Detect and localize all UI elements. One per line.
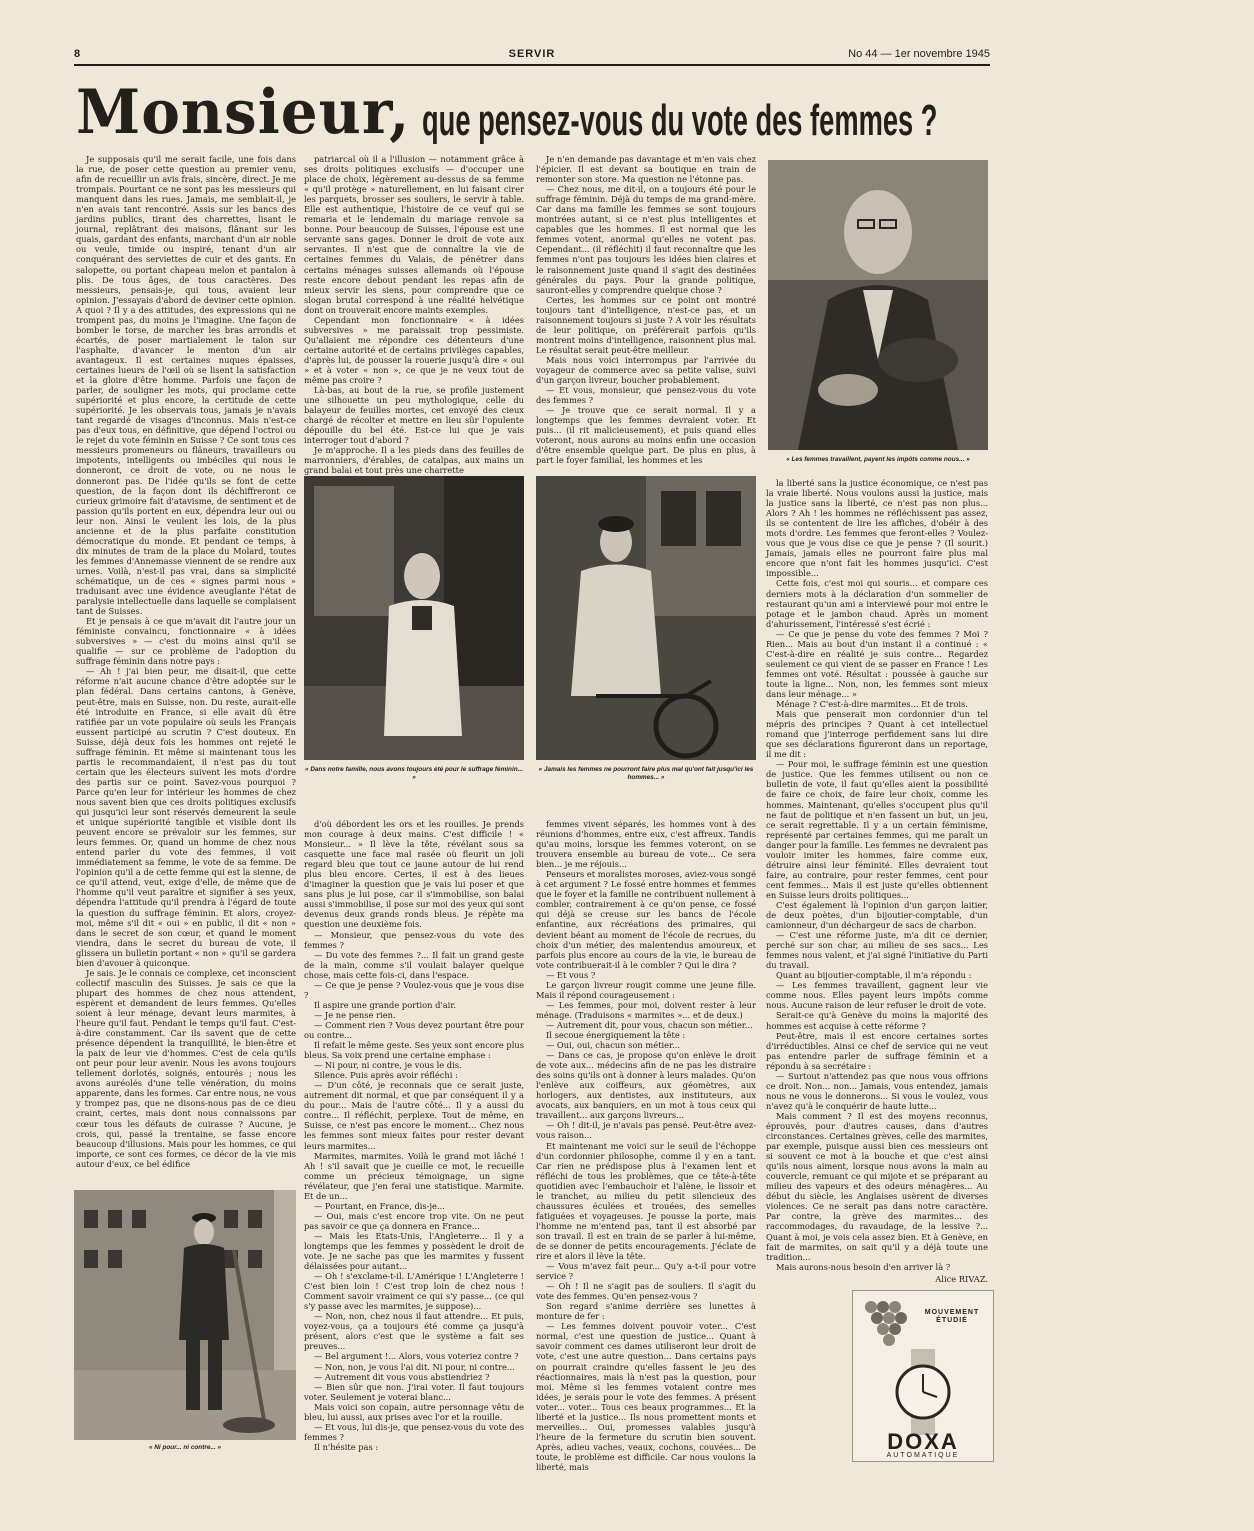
paragraph: — Pourtant, en France, dis-je... (314, 1200, 445, 1211)
paragraph: C'est également là l'opinion d'un garçon laitier, de deux poètes, d'un bijoutier-comptable, d'un camionneur, d'un déchargeur de sacs de charbon. (766, 899, 988, 931)
paragraph: — Oh ! dit-il, je n'avais pas pensé. Peut-être avez-vous raison... (536, 1120, 756, 1141)
sweeper-image (74, 1190, 296, 1440)
paragraph: — Les femmes travaillent, gagnent leur vie comme nous. Elles payent leurs impôts comme nous. Aucune raison de leur refuser le droit de vote. (766, 980, 988, 1011)
ad-brand: DOXA (887, 1429, 959, 1454)
paragraph: Silence. Puis après avoir réfléchi : (314, 1070, 458, 1081)
ad-subtitle: AUTOMATIQUE (886, 1452, 960, 1459)
paragraph: — Les femmes doivent pouvoir voter... C'est normal, c'est une question de justice... Quant à savoir comment ces dames utiliseront leur droit de vote, c'est une autre question... Dans certains pays on pourrait craindre qu'elles fassent le jeu des réactionnaires, mais là n'est pas la question, pour moi. Même si les femmes votaient contre mes idées, je serais pour le vote des femmes. A présent voter... voter... Tous ces beaux programmes... Et la liberté et la justice... Ils nous promettent monts et merveilles... Oui, promesses valables jusqu'à l'heure de la fermeture du scrutin bien souvent. Après, adieu vaches, veaux, cochons, couvées... De toute, le problème est difficile. Car nous voulons la liberté, mais (536, 1321, 756, 1472)
paragraph: — Autrement dit vous vous abstiendriez ? (314, 1371, 490, 1382)
paragraph: Le garçon livreur rougit comme une jeune fille. Mais il répond courageusement : (536, 979, 756, 1000)
paragraph: — Autrement dit, pour vous, chacun son métier... (546, 1019, 753, 1030)
paragraph: — Oh ! Il ne s'agit pas de souliers. Il s'agit du vote des femmes. Qu'en pensez-vous ? (536, 1281, 756, 1302)
paragraph: Je m'approche. Il a les pieds dans des feuilles de marronniers, d'érables, de catalpas, aux mains un grand balai et tout près une charrette (304, 445, 524, 476)
grapes-icon (859, 1297, 913, 1353)
paragraph: — Surtout n'attendez pas que nous vous offrions ce droit. Non... non... Jamais, vous entendez, jamais nous ne vous le donnerons... Si vous le voulez, vous n'avez qu'à le conquérir de haute lutte... (766, 1070, 988, 1111)
paragraph: — Ce que je pense ? Voulez-vous que je vous dise ? (304, 979, 524, 1000)
paragraph: — D'un côté, je reconnais que ce serait juste, autrement dit normal, et que par conséquent il y a du pour... Mais de l'autre côté... Il y a aussi du contre... Il réfléchit, perplexe. Tout de même, en Suisse, ce n'est pas encore le moment... Chez nous les femmes sont mieux faites pour rester devant leurs marmites... (304, 1080, 524, 1151)
paragraph: Peut-être, mais il est encore certaines sortes d'irréductibles. Ainsi ce chef de service qui ne veut pas entendre parler de suffrage féminin et a répondu à sa secrétaire : (766, 1030, 988, 1071)
paragraph: Mais comment ? Il est des moyens reconnus, éprouvés, pour d'autres causes, dans d'autres circonstances. Certaines grèves, celle des marmites, par exemple, puisque aussi bien ces messieurs ont si souvent ce mot à la bouche et que c'est ainsi qu'ils nous aiment, lorsque nous avons la main au couvercle, remuant ce qui mijote et se préparant au milieu des vapeurs et des odeurs ménagères... Au début du siècle, les Anglaises usèrent de diverses violences. Ce ne serait pas dans notre caractère. Par contre, la grève des marmites... des raccommodages, du ravaudage, de la lessive ?... Quant à moi, je vois cela assez bien. Et à Genève, en fait de marmites, on sait qu'il y a déjà toute une tradition... (766, 1110, 988, 1262)
article-column-4 (766, 478, 988, 1284)
paragraph: Mais que penserait mon cordonnier d'un tel mépris des principes ? Quant à cet intellectuel romand que j'interroge perfidement sans lui dire que ses déclarations figureront dans un reportage, il me dit : (766, 709, 988, 760)
header-rule (74, 64, 990, 66)
grocer-image (304, 476, 524, 760)
author-signature: Alice RIVAZ. (935, 1273, 988, 1284)
paragraph: — Chez nous, me dit-il, on a toujours été pour le suffrage féminin. Déjà du temps de ma grand-mère. Car dans ma famille les femmes se sont toujours montrées autant, si ce n'est plus intelligentes et capables que les hommes. Il est normal que les femmes votent, anormal qu'elles ne votent pas. Cependant... (il réfléchit) il faut reconnaître que les femmes n'ont pas toujours les idées bien claires et le raisonnement juste quand il s'agit des destinées générales du pays. Pour la grande politique, sauront-elles y comprendre quelque chose ? (536, 184, 756, 295)
watch-icon (875, 1349, 971, 1435)
paragraph: Cette fois, c'est moi qui souris... et compare ces derniers mots à la déclaration d'un sommelier de restaurant qu'un ami a interviewé pour moi entre le potage et le jambon chaud. Après un moment d'ahurissement, l'intéressé s'est écrié : (766, 578, 988, 629)
photo-cyclist (536, 476, 756, 760)
paragraph: — Non, non, je vous l'ai dit. Ni pour, ni contre... (314, 1361, 515, 1372)
article-column-3-bottom (536, 819, 756, 1472)
paragraph: Mais voici son copain, autre personnage vêtu de bleu, lui aussi, aux prises avec l'or et la rouille. (304, 1401, 524, 1422)
paragraph: Marmites, marmites. Voilà le grand mot lâché ! Ah ! s'il savait que je cueille ce mot, le recueille comme un précieux témoignage, un signe révélateur, que j'en ferai une statistique. Marmite. Et de un... (304, 1150, 524, 1201)
paragraph: Mais nous voici interrompus par l'arrivée du voyageur de commerce avec sa petite valise, suivi d'un garçon livreur, boucher probablement. (536, 354, 756, 386)
paragraph: Il refait le même geste. Ses yeux sont encore plus bleus. Sa voix prend une certaine emphase : (304, 1040, 524, 1061)
paragraph: Là-bas, au bout de la rue, se profile justement une silhouette un peu mythologique, celle du balayeur de feuilles mortes, cet envoyé des cieux chargé de récolter et mettre en lieu sûr l'opulente dépouille du bel été. Est-ce lui que je vais interroger tout d'abord ? (304, 385, 524, 446)
caption-grocer: « Dans notre famille, nous avons toujours été pour le suffrage féminin... » (305, 766, 523, 781)
paragraph: Il n'hésite pas : (314, 1441, 379, 1452)
headline-part-1: Monsieur, (76, 76, 411, 148)
paragraph: — Je trouve que ce serait normal. Il y a longtemps que les femmes devraient voter. Et puis... (il rit malicieusement), et puis quand elles voteront, nous aurons au moins enfin une occasion d'être ensemble quelque part. De plus en plus, à part le foyer familial, les hommes et les (536, 405, 756, 466)
article-headline (76, 76, 992, 148)
paragraph: patriarcal où il a l'illusion — notamment grâce à ses droits politiques exclusifs — d'occuper une place de choix, légèrement au-dessus de sa femme « qu'il protège » naturellement, en lui faisant cirer les parquets, brosser ses souliers, le servir à table. Elle est authentique, l'histoire de ce veuf qui se remaria et le lendemain du mariage renvoie sa bonne. Pour beaucoup de Suisses, l'épouse est une servante sans gages. Donner le droit de vote aux servantes. Il n'est que de connaître la vie de certaines femmes du Valais, de pénétrer dans certains ménages suisses allemands où l'épouse reste encore debout pendant les repas afin de mieux servir les siens, pour comprendre que ce slogan brutal correspond à une réalité helvétique dont on trouverait encore maints exemples. (304, 154, 524, 315)
cobbler-image (768, 160, 988, 450)
doxa-advertisement (852, 1290, 994, 1462)
paragraph: la liberté sans la justice économique, ce n'est pas la vraie liberté. Nous voulons aussi la justice, mais la justice sans la liberté, ce n'est pas non plus... Alors ? Ah ! les hommes ne réfléchissent pas assez, ils se contentent de lire les affiches, d'obéir à des mots d'ordre. Les femmes que feront-elles ? Voulez-vous que je vous dise ce que je pense ? (Il sourit.) Jamais, jamais elles ne pourront faire plus mal encore que n'ont fait les hommes jusqu'ici. C'est impossible... (766, 478, 988, 579)
paragraph: — Pour moi, le suffrage féminin est une question de justice. Que les femmes utilisent ou non ce bulletin de vote, il faut qu'elles aient la possibilité de faire ce choix, de faire leur choix, comme les hommes. Maintenant, qu'elles s'occupent plus qu'il ne faut de politique et n'en fassent un but, un jeu, ce serait regrettable. Il y a un certain féminisme, représenté par certaines femmes, qui me paraît un danger pour la famille. Les femmes ne devraient pas vouloir imiter les hommes, faire comme eux, détruire ainsi leur féminité. Elles devraient tout faire, au contraire, pour rester femmes, cent pour cent femmes... Mais il est juste qu'elles obtiennent en Suisse leurs droits politiques... (766, 759, 988, 900)
paragraph: — Les femmes, pour moi, doivent rester à leur ménage. (Traduisons « marmites »... et de deux.) (536, 999, 756, 1020)
paragraph: Et maintenant me voici sur le seuil de l'échoppe d'un cordonnier philosophe, comme il y en a tant. Car rien ne prédispose plus à l'examen lent et réfléchi de tous les problèmes, que ce tête-à-tête quotidien avec l'embauchoir et l'alène, le lissoir et le tranchet, au milieu du petit silencieux des chaussures éculées et trouées, des semelles fatiguées et voyageuses. Je pousse la porte, mais l'homme ne m'entend pas, tant il est absorbé par son travail. Il est en train de se parler à lui-même, de se donner de petits encouragements. J'éclate de rire et alors il lève la tête. (536, 1140, 756, 1262)
paragraph: Penseurs et moralistes moroses, aviez-vous songé à cet argument ? Le fossé entre hommes et femmes que le foyer et la famille ne contribuent nullement à combler, contrairement à ce qu'on pense, ce fossé qui déjà se creuse sur les bancs de l'école enfantine, aux récréations des primaires, qui devient béant au moment de l'école de recrues, du choix d'un métier, des malentendus amoureux, et parfois plus encore au cours de la vie, le bureau de vote contribuerait-il à le combler ? Qui le dira ? (536, 869, 756, 970)
paragraph: — Ce que je pense du vote des femmes ? Moi ? Rien... Mais au bout d'un instant il a continué : « C'est-à-dire en réalité je suis contre... Regardez seulement ce qui vient de se passer en France ! Les femmes ont voté. Résultat : poussée à gauche sur toute la ligne... Non, non, les femmes sont mieux dans leur ménage... » (766, 628, 988, 699)
paragraph: Certes, les hommes sur ce point ont montré toujours tant d'intelligence, n'est-ce pas, et un raisonnement toujours si juste ? A voir les résultats de leur politique, on préférerait parfois qu'ils montrent moins d'intelligence, raisonnent plus mal. Le résultat serait peut-être meilleur. (536, 294, 756, 355)
page-number: 8 (74, 48, 81, 60)
paragraph: — Dans ce cas, je propose qu'on enlève le droit de vote aux... médecins afin de ne pas les distraire des soins qu'ils ont à donner à leurs malades. Qu'on l'enlève aux coiffeurs, aux géomètres, aux horlogers, aux dentistes, aux instituteurs, aux avocats, aux banquiers, en un mot à tous ceux qui travaillent... aux garçons livreurs... (536, 1050, 756, 1121)
article-column-2-bottom (304, 819, 524, 1459)
paragraph: — Ni pour, ni contre, je vous le dis. (314, 1060, 462, 1071)
paragraph: Quant au bijoutier-comptable, il m'a répondu : (776, 970, 972, 981)
paragraph: — Et vous, monsieur, que pensez-vous du vote des femmes ? (536, 385, 756, 406)
caption-cobbler: « Les femmes travaillent, payent les impôts comme nous... » (786, 456, 970, 463)
caption-sweeper: « Ni pour... ni contre... » (148, 1444, 222, 1451)
paragraph: Il aspire une grande portion d'air. (314, 999, 457, 1010)
paragraph: — Oui, oui, chacun son métier... (546, 1040, 681, 1051)
page-header (74, 46, 990, 64)
paragraph: Ménage ? C'est-à-dire marmites... Et de trois. (776, 699, 968, 710)
ad-tagline: MOUVEMENT ÉTUDIÉ (924, 1309, 980, 1324)
paragraph: — Oh ! s'exclame-t-il. L'Amérique ! L'Angleterre ! C'est bien loin ! C'est trop loin de chez nous ! Comment savoir vraiment ce qui s'y passe... (ce qui s'y passe avec les marmites, je suppose)... (304, 1271, 524, 1312)
article-column-2-top (304, 154, 524, 476)
paragraph: — Bel argument !... Alors, vous voteriez contre ? (314, 1351, 519, 1362)
paragraph: — Monsieur, que pensez-vous du vote des femmes ? (304, 929, 524, 950)
paragraph: Et je pensais à ce que m'avait dit l'autre jour un féministe convaincu, fonctionnaire « à idées subversives » — c'est du moins ainsi qu'il se qualifie — sur ce problème de l'adoption du suffrage féminin dans notre pays : (76, 616, 296, 667)
paragraph: Je n'en demande pas davantage et m'en vais chez l'épicier. Il est devant sa boutique en train de remonter son store. Ma question ne l'étonne pas. (536, 154, 756, 185)
paragraph: — Vous m'avez fait peur... Qu'y a-t-il pour votre service ? (536, 1261, 756, 1282)
paragraph: — Et vous, lui dis-je, que pensez-vous du vote des femmes ? (304, 1421, 524, 1442)
paragraph: femmes vivent séparés, les hommes vont à des réunions d'hommes, entre eux, c'est affreux. Tandis qu'au moins, lorsque les femmes voteront, on se trouvera ensemble au bureau de vote... Ce sera bien... je me réjouis... (536, 819, 756, 870)
paragraph: — Du vote des femmes ?... Il fait un grand geste de la main, comme s'il voulait balayer quelque chose, mais cette fois-ci, dans l'espace. (304, 949, 524, 980)
paragraph: Cependant mon fonctionnaire « à idées subversives » me paraissait trop pessimiste. Qu'allaient me répondre ces détenteurs d'une certaine autorité et de certains privilèges capables, d'après lui, de pousser la rouerie jusqu'à dire « oui » et à voter « non », ce que je ne veux tout de même pas croire ? (304, 314, 524, 386)
caption-cyclist: « Jamais les femmes ne pourront faire plus mal qu'ont fait jusqu'ici les hommes... » (538, 766, 754, 781)
photo-cobbler (768, 160, 988, 450)
paragraph: Je supposais qu'il me serait facile, une fois dans la rue, de poser cette question au premier venu, afin de recueillir un avis frais, sincère, direct. Je me trompais. Pourtant ce ne sont pas les messieurs qui manquent dans les rues. Jamais, me semblait-il, je n'en avais tant rencontré. Assis sur les bancs des jardins publics, tirant des charrettes, lisant le journal, replâtrant des maisons, flânant sur les quais, gardant des enfants, marchant d'un air noble ou veule, timide ou inspiré, tenant d'un air conquérant des serviettes de cuir et des gants. En salopette, ou portant chapeau melon et pantalon à plis. De tous âges, de tous caractères. Des messieurs, pensais-je, qui tous, avaient leur opinion. J'essayais d'abord de deviner cette opinion. A quoi ? Il y a des attitudes, des expressions qui ne trompent pas, du moins je l'imagine. Une façon de bomber le torse, de marcher les bras arrondis et écartés, de poser martialement le talon sur l'asphalte, d'avancer le menton d'un air avantageux. Il est certaines nuques épaisses, certaines lueurs de l'œil où se lisent la satisfaction et la gloire d'être homme. Parfois une façon de parler, de souligner les mots, qui proclame cette supériorité et plus encore, la certitude de cette supériorité. Je les observais tous, jamais je n'avais tant regardé de visages d'inconnus. Mais n'est-ce pas d'eux tous, en définitive, que dépend l'octroi ou le rejet du vote féminin en Suisse ? Ce sont tous ces messieurs promeneurs ou flâneurs, travailleurs ou impotents, intelligents ou imbéciles qui nous le donneront, ce droit de vote, ou ne nous le donneront pas. De l'idée qu'ils se font de cette question, de la façon dont ils déchiffreront ce curieux grimoire fait d'atavisme, de sentiment et de passion qu'ils portent en eux, dépendra leur oui ou leur non. Ainsi le veulent les lois, de la plus ancienne et de la plus parfaite constitution démocratique du monde. Et pendant ce temps, à dix minutes de tram de la place du Molard, toutes les femmes d'Annemasse viennent de se rendre aux urnes. Voilà, n'est-il pas vrai, dans sa simplicité schématique, un de ces « signes parmi nous » traduisant avec une évidence aveuglante l'état de paralysie intellectuelle dans laquelle se complaisent tant de Suisses. (76, 154, 296, 617)
paragraph: — Bien sûr que non. J'irai voter. Il faut toujours voter. Seulement je voterai blanc... (304, 1381, 524, 1402)
publication-name: SERVIR (508, 48, 556, 60)
paragraph: — Oui, mais c'est encore trop vite. On ne peut pas savoir ce que ça donnera en France... (304, 1210, 524, 1231)
paragraph: Mais aurons-nous besoin d'en arriver là ? (776, 1261, 951, 1272)
paragraph: — C'est une réforme juste, m'a dit ce dernier, perché sur son char, au milieu de ses sacs... Les femmes nous valent, et j'ai signé l'initiative du Parti du travail. (766, 930, 988, 971)
paragraph: Je sais. Je le connais ce complexe, cet inconscient collectif masculin des Suisses. Je sais ce que la plupart des hommes de chez nous attendent, espèrent et demandent de leurs femmes. Qu'elles soient à leur ménage, devant leurs marmites, à l'heure qu'il faut. Pendant le temps qu'il faut. C'est-à-dire constamment. Car ils savent que de cette présence dépendent la tranquillité, le bien-être et la paix de leur vie d'hommes. C'est de cela qu'ils ont peur pour leur avenir. Nous les avons toujours tellement dorlotés, soignés, entourés ; nous les avons auréolés d'une telle vénération, du moins apparente, dans les formes. Car entre nous, ne vous y trompez pas, que ne disons-nous pas de ce dieu craint, certes, mais dont nous connaissons par cœur tous les défauts de cuirasse ? Aucune, je crois, qui, passé la trentaine, se fasse encore beaucoup d'illusions. Mais pour les hommes, ce qui importe, ce sont ces formes, ce décor de la vie mis autour d'eux, ce bel édifice (76, 967, 296, 1169)
paragraph: — Mais les Etats-Unis, l'Angleterre... Il y a longtemps que les femmes y possèdent le droit de vote. Je ne sache pas que les marmites y fussent délaissées pour autant... (304, 1230, 524, 1272)
cyclist-image (536, 476, 756, 760)
issue-date: No 44 — 1er novembre 1945 (848, 48, 990, 60)
paragraph: Il secoue énergiquement la tête : (546, 1029, 686, 1040)
paragraph: — Comment rien ? Vous devez pourtant être pour ou contre... (304, 1019, 524, 1040)
paragraph: — Je ne pense rien. (314, 1009, 396, 1020)
article-column-3-top (536, 154, 756, 464)
paragraph: — Et vous ? (546, 969, 596, 980)
headline-part-2: que pensez-vous du vote des femmes ? (422, 96, 938, 145)
paragraph: Serait-ce qu'à Genève du moins la majorité des hommes est acquise à cette réforme ? (766, 1010, 988, 1031)
photo-grocer (304, 476, 524, 760)
photo-sweeper (74, 1190, 296, 1440)
paragraph: d'où débordent les ors et les rouilles. Je prends mon courage à deux mains. C'est difficile ! « Monsieur... » Il lève la tête, révélant sous sa casquette une face mal rasée où fleurit un joli regard bleu que tout ce jaune autour de lui rend plus bleu encore. Certes, il est à des lieues d'imaginer la question que je vais lui poser et que sans plus je lui pose, car il s'immobilise, son balai aussi s'immobilise, il pose sur moi des yeux qui sont devenus deux grands ronds bleus. Je répète ma question une deuxième fois. (304, 819, 524, 930)
paragraph: Son regard s'anime derrière ses lunettes à monture de fer : (536, 1301, 756, 1322)
paragraph: — Ah ! j'ai bien peur, me disait-il, que cette réforme n'ait aucune chance d'être adoptée sur le plan fédéral. Dans certains cantons, à Genève, peut-être, mais en Suisse, non. Du reste, aurait-elle été introduite en France, si elle avait dû être ratifiée par un vote populaire où seuls les Français eussent participé au scrutin ? C'est douteux. En Suisse, déjà deux fois les hommes ont rejeté le suffrage féminin. Et même si maintenant tous les partis le recommandaient, il n'est pas du tout certain que les électeurs suivent les mots d'ordre des partis sur ce point. Savez-vous pourquoi ? Parce qu'en leur for intérieur les hommes de chez nous savent bien que ces droits politiques exclusifs qui jusqu'ici leur sont réservés demeurent la seule et unique supériorité tangible et visible dont ils peuvent encore se prévaloir sur les femmes, sur leurs femmes. Or, quand un homme de chez nous entend parler du vote des femmes, il voit immédiatement sa femme, le vote de sa femme. De l'opinion qu'il a de cette femme qui est la sienne, de ce qu'il attend, veut, exige d'elle, de même que de l'homme qu'il veut paraître et signifier à ses yeux, dépendra l'attitude qu'il prendra à l'égard de toute la question du suffrage féminin. Et alors, croyez-moi, même s'il dit « oui » en public, il dit « non » dans le secret de son cœur, et quand le moment viendra, dans le secret du bureau de vote, il glissera un bulletin portant « non » qu'il se gardera bien d'avouer à quiconque. (76, 666, 296, 968)
article-column-1 (76, 154, 296, 1186)
paragraph: — Non, non, chez nous il faut attendre... Et puis, voyez-vous, ça a toujours été comme ça jusqu'à présent, alors c'est que le système a fait ses preuves... (304, 1311, 524, 1352)
